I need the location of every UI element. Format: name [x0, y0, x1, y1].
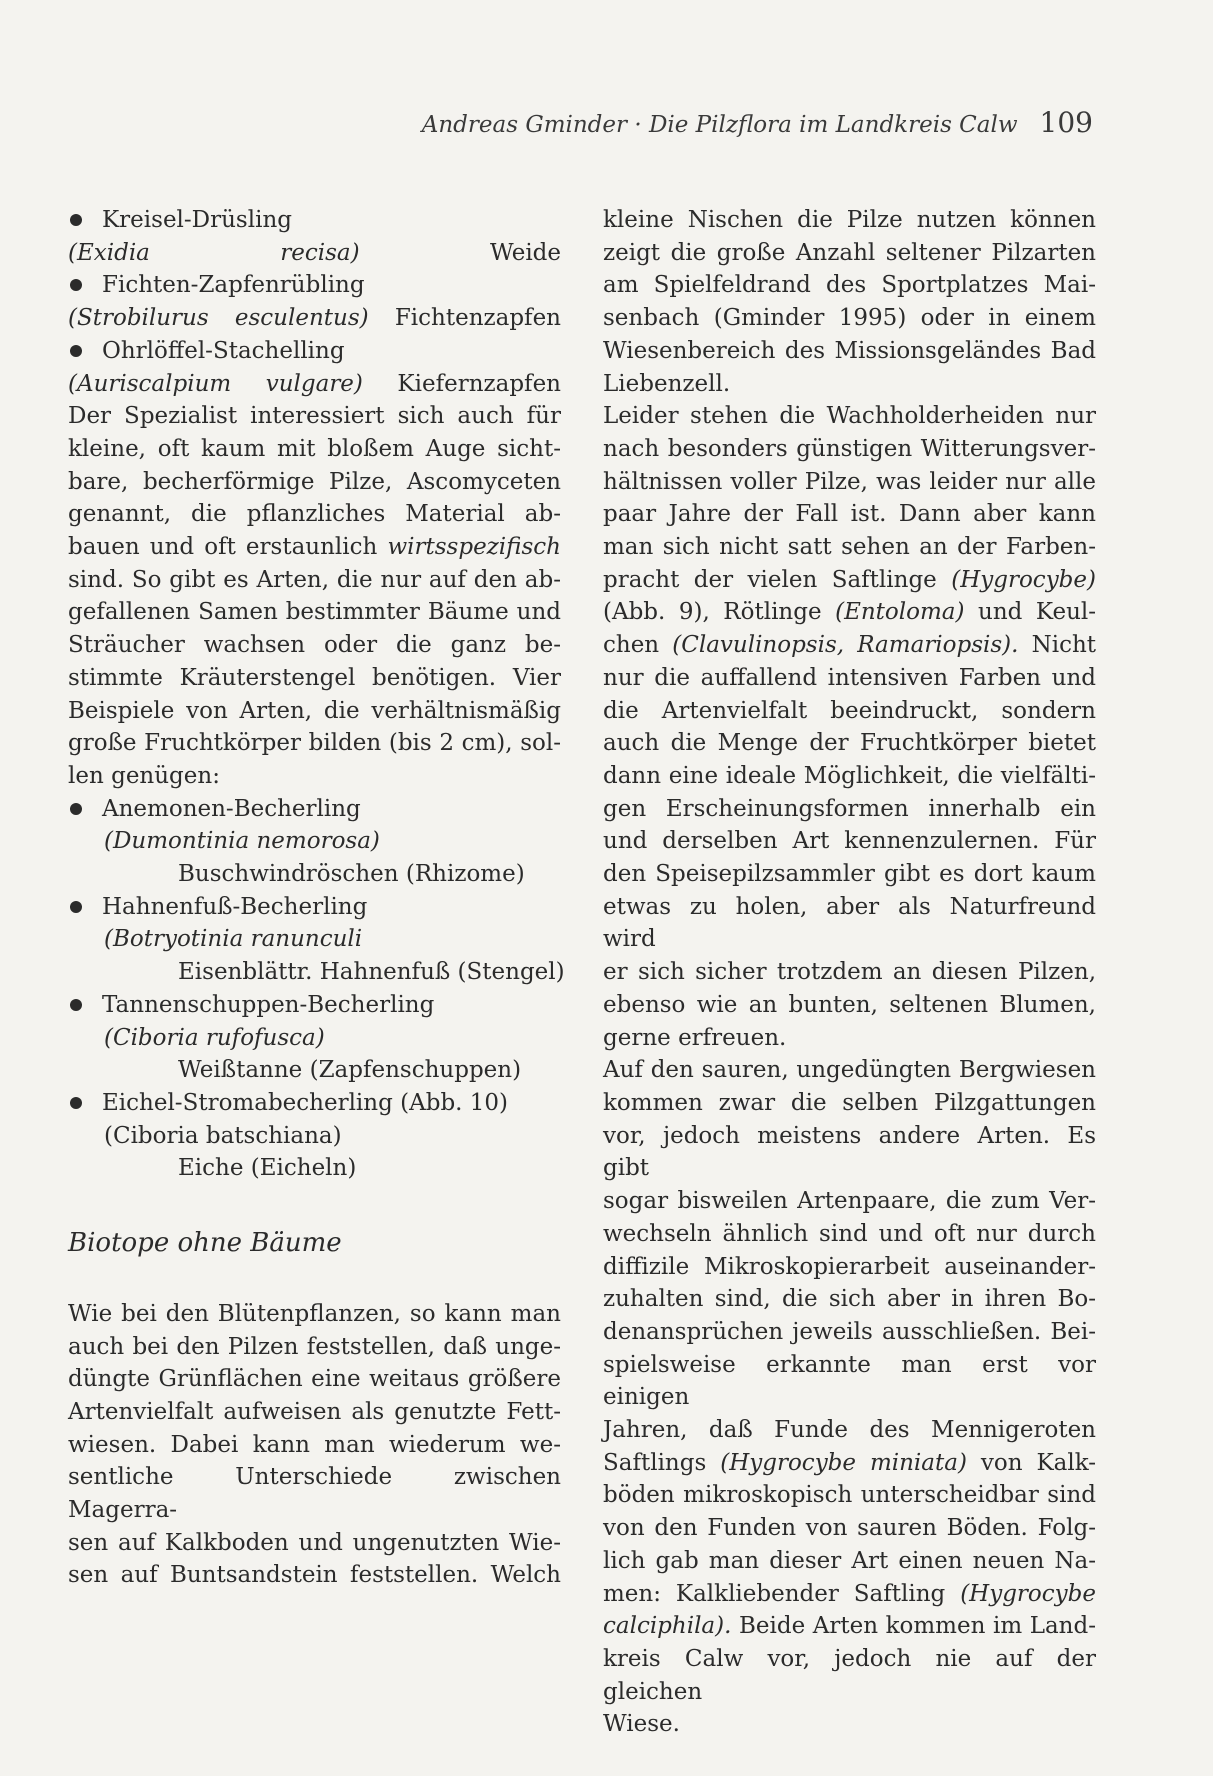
paragraph-line: (Abb. 9), Rötlinge (Entoloma) und Keul-: [603, 599, 1097, 626]
bullet-icon: [70, 999, 82, 1011]
running-title: Andreas Gminder · Die Pilzflora im Landkreis Calw: [421, 112, 1018, 138]
list-item: Kreisel-Drüsling: [68, 204, 561, 237]
list-item: Eichel-Stromabecherling (Abb. 10): [68, 1087, 561, 1120]
paragraph-line: Sträucher wachsen oder die ganz be-: [68, 632, 561, 659]
paragraph-line: Saftlings (Hygrocybe miniata) von Kalk-: [603, 1449, 1096, 1476]
paragraph-line: wiesen. Dabei kann man wiederum we-: [68, 1431, 561, 1458]
left-column: [68, 204, 565, 1592]
species-latin: (Dumontinia nemorosa): [104, 828, 380, 855]
list-item: Fichten-Zapfenrübling: [68, 269, 561, 302]
paragraph-line: gen Erscheinungsformen innerhalb ein: [603, 795, 1096, 822]
paragraph-line: wechseln ähnlich sind und oft nur durch: [603, 1220, 1096, 1247]
paragraph-line: bare, becherförmige Pilze, Ascomyceten: [68, 468, 561, 495]
paragraph-line: Der Spezialist interessiert sich auch für: [68, 403, 561, 430]
paragraph-line: Jahren, daß Funde des Mennigeroten: [603, 1417, 1096, 1444]
list-item: Hahnenfuß-Becherling: [68, 891, 561, 924]
paragraph-line: zuhalten sind, die sich aber in ihren Bo-: [603, 1286, 1096, 1313]
paragraph-line: etwas zu holen, aber als Naturfreund wird: [603, 893, 1096, 953]
paragraph-line: gerne erfreuen.: [603, 1024, 787, 1051]
paragraph-line: senbach (Gminder 1995) oder in einem: [603, 305, 1096, 332]
paragraph-line: kreis Calw vor, jedoch nie auf der gleichen: [603, 1645, 1096, 1705]
paragraph-line: len genügen:: [68, 762, 220, 789]
species-host: Eisenblättr. Hahnenfuß (Stengel): [178, 959, 565, 986]
paragraph-line: und derselben Art kennenzulernen. Für: [603, 828, 1096, 855]
bullet-icon: [70, 803, 82, 815]
bullet-icon: [70, 1097, 82, 1109]
paragraph-line: calciphila). Beide Arten kommen im Land-: [603, 1613, 1096, 1640]
paragraph-line: kleine, oft kaum mit bloßem Auge sicht-: [68, 435, 561, 462]
species-line: (Strobilurus esculentus) Fichtenzapfen: [68, 305, 561, 332]
paragraph-line: man sich nicht satt sehen an der Farben-: [603, 534, 1096, 561]
list-item: Ohrlöffel-Stachelling: [68, 335, 561, 368]
paragraph-line: er sich sicher trotzdem an diesen Pilzen,: [603, 959, 1096, 986]
paragraph-line: spielsweise erkannte man erst vor einigen: [603, 1351, 1096, 1411]
paragraph-line: paar Jahre der Fall ist. Dann aber kann: [603, 501, 1096, 528]
paragraph-line: Wiesenbereich des Missionsgeländes Bad: [603, 337, 1096, 364]
paragraph-line: stimmte Kräuterstengel benötigen. Vier: [68, 664, 561, 691]
paragraph-line: kommen zwar die selben Pilzgattungen: [603, 1089, 1096, 1116]
paragraph-line: Wiese.: [603, 1711, 680, 1738]
paragraph-line: böden mikroskopisch unterscheidbar sind: [603, 1482, 1096, 1509]
paragraph-line: vor, jedoch meistens andere Arten. Es gibt: [603, 1122, 1096, 1182]
species-host: Eiche (Eicheln): [178, 1155, 357, 1182]
paragraph-line: bauen und oft erstaunlich wirtsspezifisch: [68, 534, 561, 561]
right-column: [603, 204, 1096, 1741]
paragraph-line: sogar bisweilen Artenpaare, die zum Ver-: [603, 1188, 1096, 1215]
paragraph-line: am Spielfeldrand des Sportplatzes Mai-: [603, 272, 1096, 299]
paragraph-line: kleine Nischen die Pilze nutzen können: [603, 207, 1096, 233]
paragraph-line: von den Funden von sauren Böden. Folg-: [603, 1515, 1096, 1542]
paragraph-line: sentliche Unterschiede zwischen Magerra-: [68, 1464, 561, 1524]
species-latin: (Botryotinia ranunculi: [104, 926, 363, 953]
paragraph-line: genannt, die pflanzliches Material ab-: [68, 501, 561, 528]
paragraph-line: Leider stehen die Wachholderheiden nur: [603, 403, 1096, 430]
species-host: Buschwindröschen (Rhizome): [178, 861, 525, 888]
bullet-icon: [70, 214, 82, 226]
page-number: 109: [1039, 106, 1093, 139]
paragraph-line: zeigt die große Anzahl seltener Pilzarten: [603, 239, 1096, 266]
paragraph-line: hältnissen voller Pilze, was leider nur alle: [603, 468, 1096, 495]
paragraph-line: gefallenen Samen bestimmter Bäume und: [68, 599, 561, 626]
paragraph-line: die Artenvielfalt beeindruckt, sondern: [603, 697, 1096, 724]
species-host: Weißtanne (Zapfenschuppen): [178, 1057, 522, 1084]
paragraph-line: auch die Menge der Fruchtkörper bietet: [603, 730, 1096, 757]
species-latin: (Ciboria rufofusca): [104, 1024, 325, 1051]
paragraph-line: diffizile Mikroskopierarbeit auseinander-: [603, 1253, 1096, 1280]
paragraph-line: pracht der vielen Saftlinge (Hygrocybe): [603, 566, 1096, 593]
section-heading: Biotope ohne Bäume: [68, 1228, 342, 1259]
running-header: [422, 106, 1093, 139]
paragraph-line: ebenso wie an bunten, seltenen Blumen,: [603, 991, 1096, 1018]
paragraph-line: nach besonders günstigen Witterungsver-: [603, 435, 1096, 462]
species-latin: (Ciboria batschiana): [104, 1122, 342, 1149]
paragraph-line: men: Kalkliebender Saftling (Hygrocybe: [603, 1580, 1096, 1607]
paragraph-line: dann eine ideale Möglichkeit, die vielfälti-: [603, 762, 1096, 789]
paragraph-line: sen auf Kalkboden und ungenutzten Wie-: [68, 1529, 561, 1556]
paragraph-line: Artenvielfalt aufweisen als genutzte Fett-: [68, 1398, 561, 1425]
paragraph-line: den Speisepilzsammler gibt es dort kaum: [603, 861, 1096, 888]
species-line: (Auriscalpium vulgare) Kiefernzapfen: [68, 370, 561, 397]
bullet-icon: [70, 345, 82, 357]
paragraph-line: sind. So gibt es Arten, die nur auf den ab-: [68, 566, 561, 593]
bullet-icon: [70, 279, 82, 291]
paragraph-line: düngte Grünflächen eine weitaus größere: [68, 1366, 561, 1393]
bullet-icon: [70, 901, 82, 913]
list-item: Anemonen-Becherling: [68, 793, 561, 826]
paragraph-line: auch bei den Pilzen feststellen, daß unge-: [68, 1333, 561, 1360]
paragraph-line: chen (Clavulinopsis, Ramariopsis). Nicht: [603, 632, 1097, 659]
paragraph-line: große Fruchtkörper bilden (bis 2 cm), sol-: [68, 730, 561, 757]
species-line: (Exidia recisa) Weide: [68, 239, 562, 266]
paragraph-line: lich gab man dieser Art einen neuen Na-: [603, 1547, 1096, 1574]
paragraph-line: Auf den sauren, ungedüngten Bergwiesen: [603, 1057, 1096, 1084]
paragraph-line: nur die auffallend intensiven Farben und: [603, 664, 1096, 691]
list-item: Tannenschuppen-Becherling: [68, 989, 561, 1022]
paragraph-line: Liebenzell.: [603, 370, 731, 397]
paragraph-line: Wie bei den Blütenpflanzen, so kann man: [68, 1300, 561, 1327]
paragraph-line: denansprüchen jeweils ausschließen. Bei-: [603, 1318, 1096, 1345]
paragraph-line: Beispiele von Arten, die verhältnismäßig: [68, 697, 561, 724]
paragraph-line: sen auf Buntsandstein feststellen. Welch: [68, 1562, 561, 1589]
